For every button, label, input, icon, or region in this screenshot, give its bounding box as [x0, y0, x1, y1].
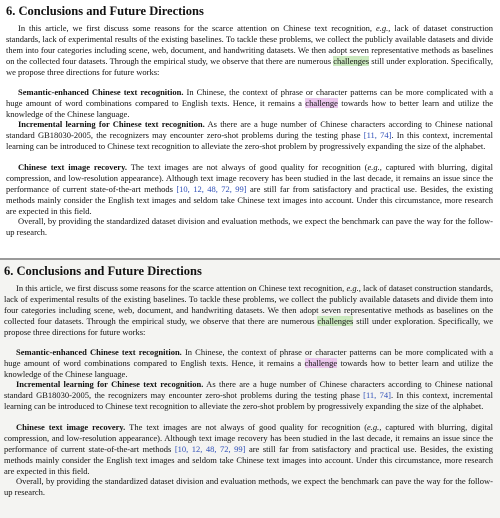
closing-paragraph — [6, 216, 493, 238]
direction-body-cont: are still far from satisfactory and practical use. Besides, the existing methods mainly consider the English text images and seldom take Chinese text images into account. Under this circumstance, more research are expected in this field. — [4, 443, 493, 476]
section-block — [4, 264, 493, 498]
direction-paragraph-semantic — [6, 87, 493, 119]
direction-body-mid: , captured with blurring, digital compression, and low-resolution appearance). Although text image recovery has been studied in the last decade, it remains an issue since the performance of current state-of-the-art methods — [4, 422, 493, 454]
intro-tail: still under exploration. Specifically, we propose three directions for future works: — [4, 315, 493, 337]
eg-abbrev: e.g. — [346, 283, 359, 293]
section-heading: 6. Conclusions and Future Directions — [4, 264, 202, 278]
closing-text: Overall, by providing the standardized dataset division and evaluation methods, we expect the benchmark can pave the way for the follow-up research. — [4, 476, 493, 497]
direction-body: As there are a huge number of Chinese characters according to Chinese national standard GB18030-2005, the recognizers may encounter zero-shot problems during the testing phase — [4, 379, 493, 400]
closing-paragraph — [4, 476, 493, 498]
intro-text: In this article, we first discuss some reasons for the scarce attention on Chinese text recognition, — [18, 23, 376, 33]
eg-abbrev: e.g. — [376, 23, 389, 33]
section-heading: 6. Conclusions and Future Directions — [6, 4, 204, 18]
direction-title-incremental: Incremental learning for Chinese text recognition. — [18, 119, 205, 129]
direction-title-incremental: Incremental learning for Chinese text recognition. — [16, 379, 204, 389]
highlight-challenges: challenges — [317, 315, 354, 326]
page-copy-top — [0, 0, 500, 258]
direction-title-recovery: Chinese text image recovery. — [18, 162, 127, 172]
direction-body-cont: towards how to better learn and utilize the knowledge of the Chinese language. — [6, 97, 493, 119]
direction-body-cont: towards how to better learn and utilize the knowledge of the Chinese language. — [4, 357, 493, 379]
highlight-challenges: challenges — [333, 55, 370, 66]
direction-body-cont: are still far from satisfactory and practical use. Besides, the existing methods mainly consider the English text images and seldom take Chinese text images into account. Under this circumstance, more research are expected in this field. — [6, 183, 493, 216]
section-block — [6, 4, 493, 238]
direction-paragraph-recovery — [6, 162, 493, 216]
direction-body: As there are a huge number of Chinese characters according to Chinese national standard GB18030-2005, the recognizers may encounter zero-shot problems during the testing phase — [6, 119, 493, 140]
direction-paragraph-incremental — [6, 119, 493, 162]
intro-tail: still under exploration. Specifically, we propose three directions for future works: — [6, 55, 493, 77]
direction-body: In Chinese, the context of phrase or character patterns can be more complicated with a huge amount of word combinations compared to English texts. Hence, it remains a — [6, 87, 493, 108]
direction-paragraph-recovery — [4, 422, 493, 476]
citation-link[interactable]: [10, 12, 48, 72, 99] — [176, 183, 247, 194]
direction-body-mid: , captured with blurring, digital compression, and low-resolution appearance). Although text image recovery has been studied in the last decade, it remains an issue since the performance of current state-of-the-art methods — [6, 162, 493, 194]
direction-title-semantic: Semantic-enhanced Chinese text recognition. — [16, 347, 182, 357]
highlight-challenge: challenge — [304, 357, 338, 368]
direction-paragraph-incremental — [4, 379, 493, 422]
direction-title-semantic: Semantic-enhanced Chinese text recognition. — [18, 87, 184, 97]
intro-text-cont: , lack of dataset construction standards, lack of experimental results of the existing baselines. To tackle these problems, we collect the publicly available datasets and divide them into four categories including scene, web, document, and handwriting datasets. We then adopt seven representative methods as baselines on the collected four datasets. Through the empirical study, we observe that there are numerous — [4, 283, 493, 326]
highlight-challenge: challenge — [305, 97, 338, 108]
direction-title-recovery: Chinese text image recovery. — [16, 422, 126, 432]
eg-abbrev: e.g. — [367, 162, 380, 172]
direction-body: The text images are not always of good quality for recognition ( — [125, 422, 368, 432]
intro-paragraph — [6, 23, 493, 87]
citation-link[interactable]: [10, 12, 48, 72, 99] — [174, 443, 246, 454]
closing-text: Overall, by providing the standardized dataset division and evaluation methods, we expect the benchmark can pave the way for the follow-up research. — [6, 216, 493, 237]
eg-abbrev: e.g. — [367, 422, 380, 432]
page-copy-bottom — [0, 260, 500, 518]
intro-text: In this article, we first discuss some reasons for the scarce attention on Chinese text recognition, — [16, 283, 347, 293]
direction-body-cont: . In this context, incremental learning can be introduced to Chinese text recognition to alleviate the zero-shot problem by progressively expanding the size of the alphabet. — [6, 129, 493, 151]
intro-text-cont: , lack of dataset construction standards, lack of experimental results of the existing baselines. To tackle these problems, we collect the publicly available datasets and divide them into four categories including scene, web, document, and handwriting datasets. We then adopt seven representative methods as baselines on the collected four datasets. Through the empirical study, we observe that there are numerous — [6, 23, 493, 66]
citation-link[interactable]: [11, 74] — [363, 129, 392, 140]
direction-body-cont: . In this context, incremental learning can be introduced to Chinese text recognition to alleviate the zero-shot problem by progressively expanding the size of the alphabet. — [4, 389, 493, 411]
citation-link[interactable]: [11, 74] — [363, 389, 391, 400]
intro-paragraph — [4, 283, 493, 347]
direction-paragraph-semantic — [4, 347, 493, 379]
direction-body: The text images are not always of good quality for recognition ( — [126, 162, 368, 172]
direction-body: In Chinese, the context of phrase or character patterns can be more complicated with a huge amount of word combinations compared to English texts. Hence, it remains a — [4, 347, 493, 368]
